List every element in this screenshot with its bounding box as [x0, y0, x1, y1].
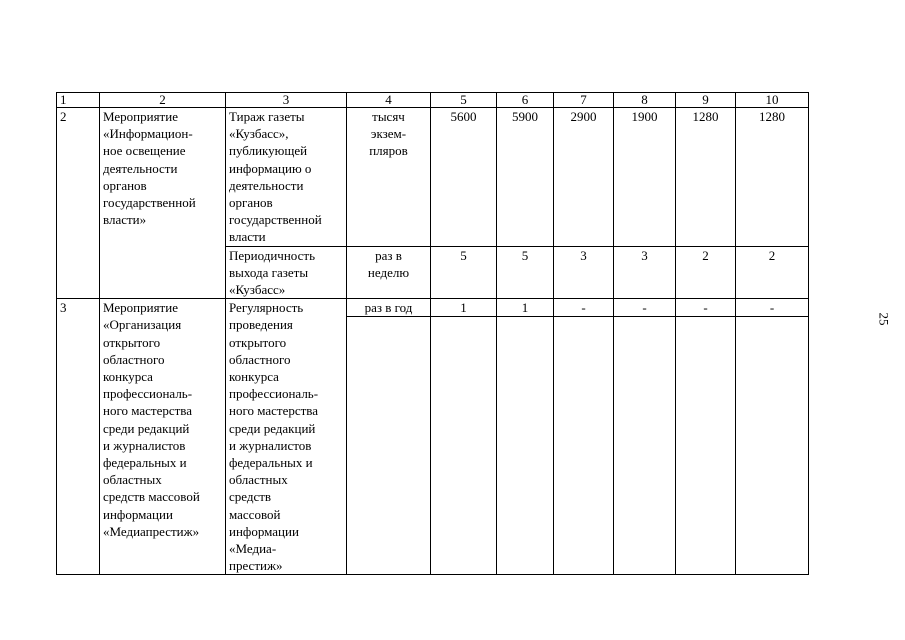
value-cell: 5	[431, 246, 497, 299]
value-cell: 5900	[497, 108, 554, 247]
event-cell: Мероприятие «Организация открытого областного конкурса профессиональ- ного мастерства среди редакций и журналистов федеральных и областных средств массовой информации «Медиапрестиж»	[100, 299, 226, 575]
value-cell: 2	[736, 246, 809, 299]
value-cell: 3	[554, 246, 614, 299]
empty-cell	[614, 317, 676, 575]
value-cell: 1	[431, 299, 497, 317]
row-number: 3	[57, 299, 100, 575]
unit-cell: раз в неделю	[347, 246, 431, 299]
header-cell-3: 3	[226, 93, 347, 108]
header-cell-1: 1	[57, 93, 100, 108]
value-cell: -	[676, 299, 736, 317]
header-cell-7: 7	[554, 93, 614, 108]
value-cell: -	[736, 299, 809, 317]
table-row	[57, 108, 809, 247]
indicator-cell: Периодичность выхода газеты «Кузбасс»	[226, 246, 347, 299]
header-cell-2: 2	[100, 93, 226, 108]
event-cell: Мероприятие «Информацион- ное освещение деятельности органов государственной власти»	[100, 108, 226, 299]
value-cell: 5600	[431, 108, 497, 247]
row-number: 2	[57, 108, 100, 299]
header-cell-5: 5	[431, 93, 497, 108]
value-cell: -	[554, 299, 614, 317]
data-table	[56, 92, 809, 575]
value-cell: 1900	[614, 108, 676, 247]
empty-cell	[676, 317, 736, 575]
header-cell-6: 6	[497, 93, 554, 108]
value-cell: 5	[497, 246, 554, 299]
header-cell-8: 8	[614, 93, 676, 108]
empty-cell	[497, 317, 554, 575]
empty-cell	[431, 317, 497, 575]
header-row	[57, 93, 809, 108]
value-cell: 3	[614, 246, 676, 299]
unit-cell: раз в год	[347, 299, 431, 317]
unit-cell: тысяч экзем- пляров	[347, 108, 431, 247]
empty-cell	[347, 317, 431, 575]
value-cell: -	[614, 299, 676, 317]
value-cell: 1280	[736, 108, 809, 247]
empty-cell	[554, 317, 614, 575]
header-cell-9: 9	[676, 93, 736, 108]
value-cell: 2	[676, 246, 736, 299]
indicator-cell: Регулярность проведения открытого областного конкурса профессиональ- ного мастерства среди редакций и журналистов федеральных и областных средств массовой информации «Медиа- престиж»	[226, 299, 347, 575]
table-row	[57, 299, 809, 317]
value-cell: 2900	[554, 108, 614, 247]
header-cell-4: 4	[347, 93, 431, 108]
value-cell: 1280	[676, 108, 736, 247]
indicator-cell: Тираж газеты «Кузбасс», публикующей информацию о деятельности органов государственной власти	[226, 108, 347, 247]
empty-cell	[736, 317, 809, 575]
page-number: 25	[876, 312, 892, 326]
header-cell-10: 10	[736, 93, 809, 108]
value-cell: 1	[497, 299, 554, 317]
